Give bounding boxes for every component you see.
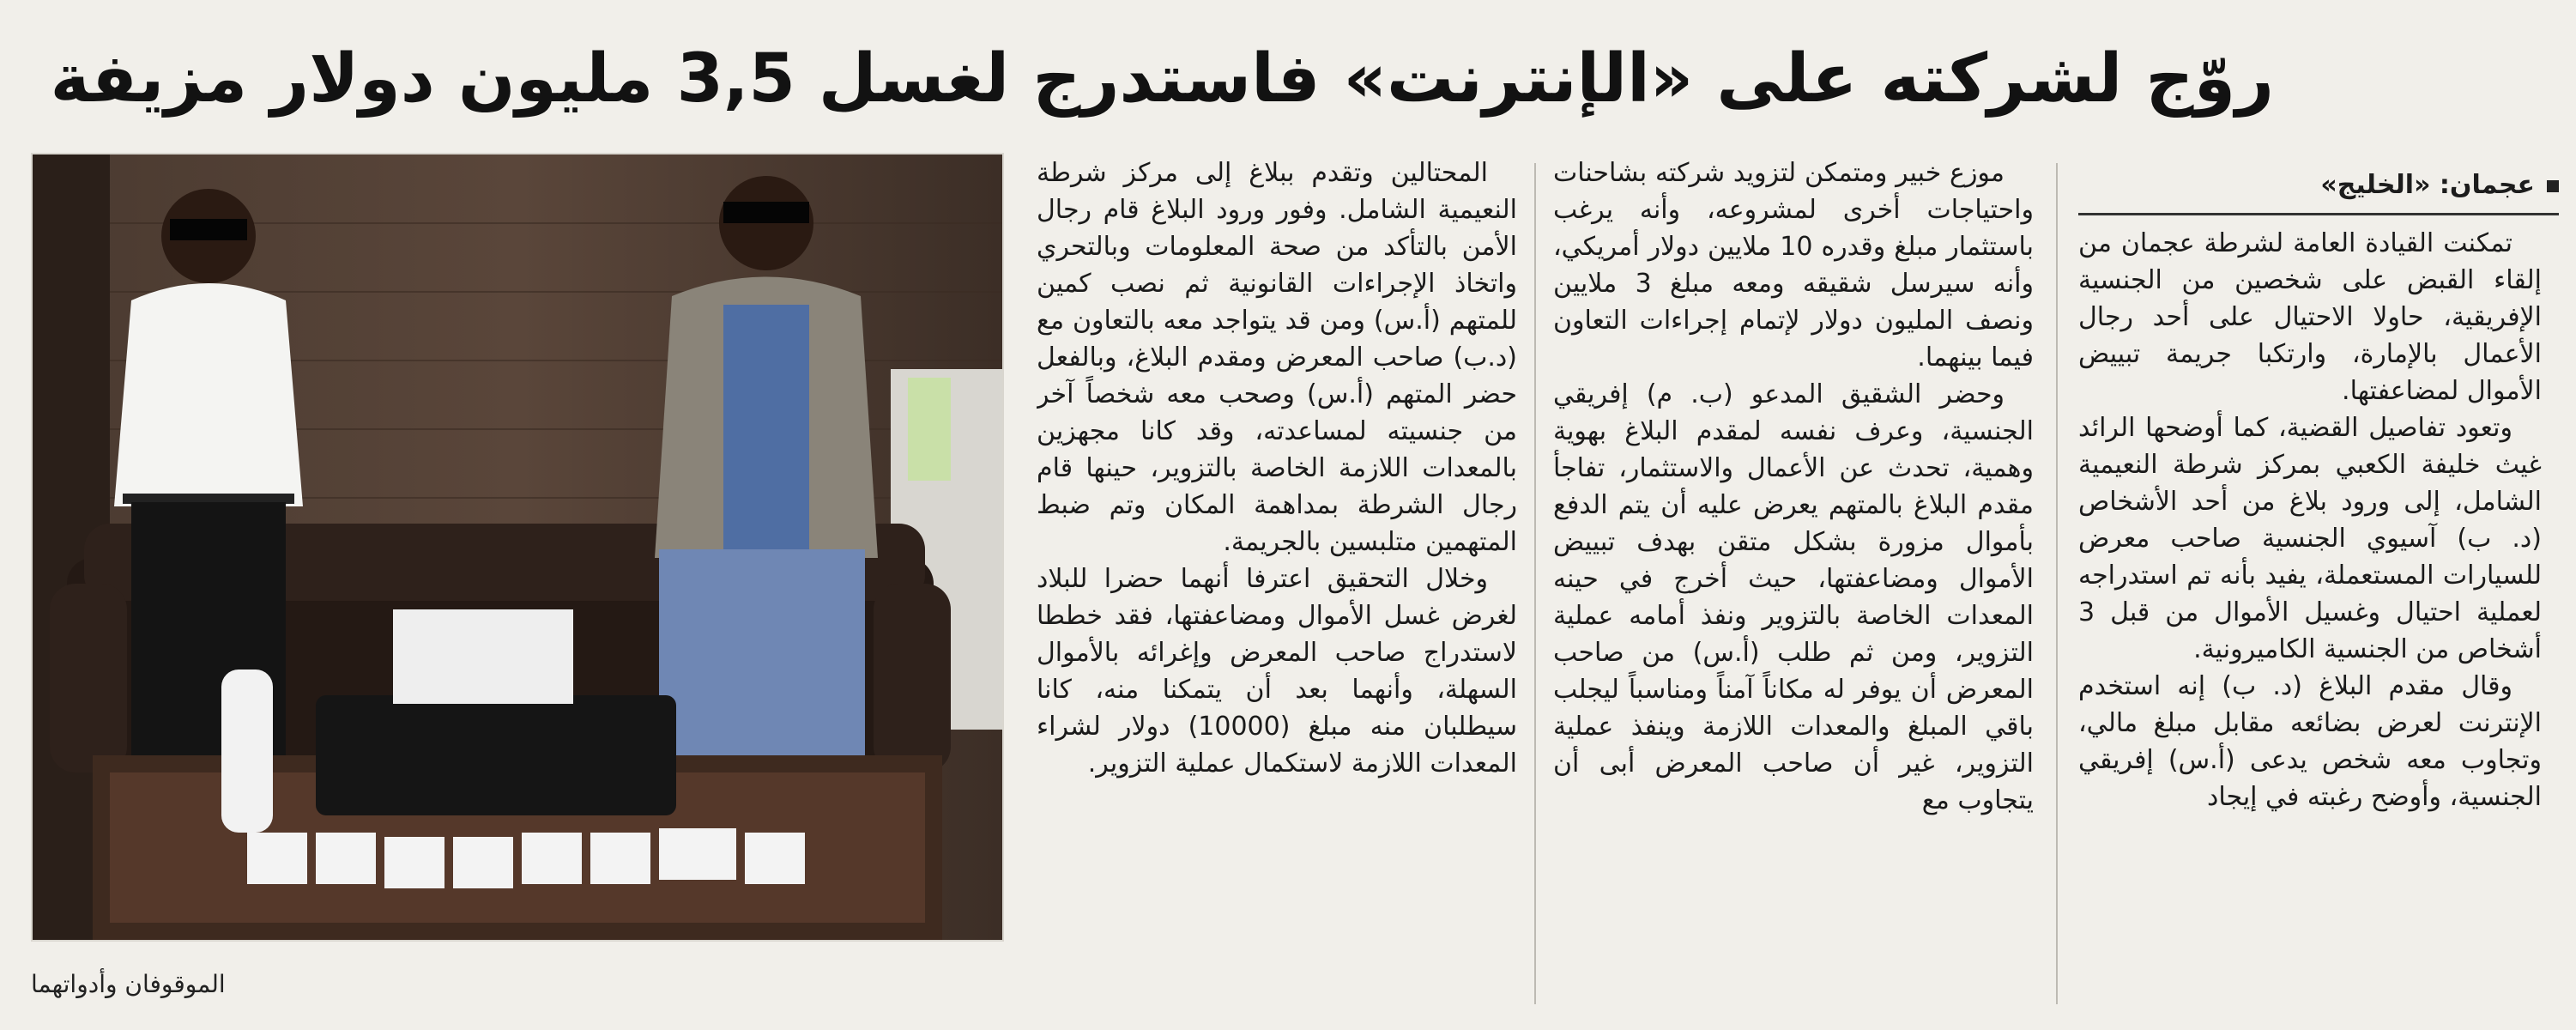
article-column-1 bbox=[2078, 225, 2542, 1015]
paragraph: موزع خبير ومتمكن لتزويد شركته بشاحنات واحتياجات أخرى لمشروعه، وأنه يرغب باستثمار مبلغ وقدره 10 ملايين دولار أمريكي، وأنه سيرسل شقيقه ومعه مبلغ 3 ملايين ونصف المليون دولار لإتمام إجراءات التعاون فيما بينهما. bbox=[1553, 158, 2034, 373]
bullet-square-icon bbox=[2547, 180, 2559, 192]
article-column-2 bbox=[1553, 154, 2034, 1004]
paragraph: وتعود تفاصيل القضية، كما أوضحها الرائد غيث خليفة الكعبي بمركز شرطة النعيمية الشامل، إلى ورود بلاغ من أحد الأشخاص (د. ب) آسيوي الجنسية صاحب معرض للسيارات المستعملة، يفيد بأنه تم استدراجه لعملية احتيال وغسيل الأموال من قبل 3 أشخاص من الجنسية الكاميرونية. bbox=[2078, 413, 2542, 664]
column-divider bbox=[2056, 163, 2058, 1004]
article-column-3 bbox=[1037, 154, 1517, 1004]
paragraph: المحتالين وتقدم ببلاغ إلى مركز شرطة النعيمية الشامل. وفور ورود البلاغ قام رجال الأمن بالتأكد من صحة المعلومات وبالتحري واتخاذ الإجراءات القانونية ثم نصب كمين للمتهم (أ.س) ومن قد يتواجد معه بالتعاون مع (د.ب) صاحب المعرض ومقدم البلاغ، وبالفعل حضر المتهم (أ.س) وصحب معه شخصاً آخر من جنسيته لمساعدته، وقد كانا مجهزين بالمعدات اللازمة الخاصة بالتزوير، حينها قام رجال الشرطة بمداهمة المكان وتم ضبط المتهمين متلبسين بالجريمة. bbox=[1037, 158, 1517, 557]
photo-caption: الموقوفان وأدواتهما bbox=[31, 970, 226, 998]
paragraph: وقال مقدم البلاغ (د. ب) إنه استخدم الإنترنت لعرض بضائعه مقابل مبلغ مالي، وتجاوب معه شخص يدعى (أ.س) إفريقي الجنسية، وأوضح رغبته في إيجاد bbox=[2078, 671, 2542, 812]
column-divider bbox=[1534, 163, 1536, 1004]
paragraph: وخلال التحقيق اعترفا أنهما حضرا للبلاد لغرض غسل الأموال ومضاعفتها، فقد خططا لاستدراج صاحب المعرض وإغرائه بالأموال السهلة، وأنهما بعد أن يتمكنا منه، كانا سيطلبان منه مبلغ (10000) دولار لشراء المعدات اللازمة لاستكمال عملية التزوير. bbox=[1037, 564, 1517, 779]
photo-illustration bbox=[33, 154, 1002, 940]
byline bbox=[2078, 163, 2559, 215]
headline: روّج لشركته على «الإنترنت» فاستدرج لغسل 3,5 مليون دولار مزيفة bbox=[50, 40, 2274, 118]
paragraph: وحضر الشقيق المدعو (ب. م) إفريقي الجنسية، وعرف نفسه لمقدم البلاغ بهوية وهمية، تحدث عن الأعمال والاستثمار، تفاجأ مقدم البلاغ بالمتهم يعرض عليه أن يتم الدفع بأموال مزورة بشكل متقن بهدف تبييض الأموال ومضاعفتها، حيث أخرج في حينه المعدات الخاصة بالتزوير ونفذ أمامه عملية التزوير، ومن ثم طلب (أ.س) من صاحب المعرض أن يوفر له مكاناً آمناً ومناسباً ليجلب باقي المبلغ والمعدات اللازمة وينفذ عملية التزوير، غير أن صاحب المعرض أبى أن يتجاوب مع bbox=[1553, 379, 2034, 815]
news-photo bbox=[31, 153, 1004, 942]
byline-text: عجمان: «الخليج» bbox=[2320, 170, 2535, 200]
paragraph: تمكنت القيادة العامة لشرطة عجمان من إلقاء القبض على شخصين من الجنسية الإفريقية، حاولا الاحتيال على أحد رجال الأعمال بالإمارة، وارتكبا جريمة تبييض الأموال لمضاعفتها. bbox=[2078, 228, 2542, 406]
